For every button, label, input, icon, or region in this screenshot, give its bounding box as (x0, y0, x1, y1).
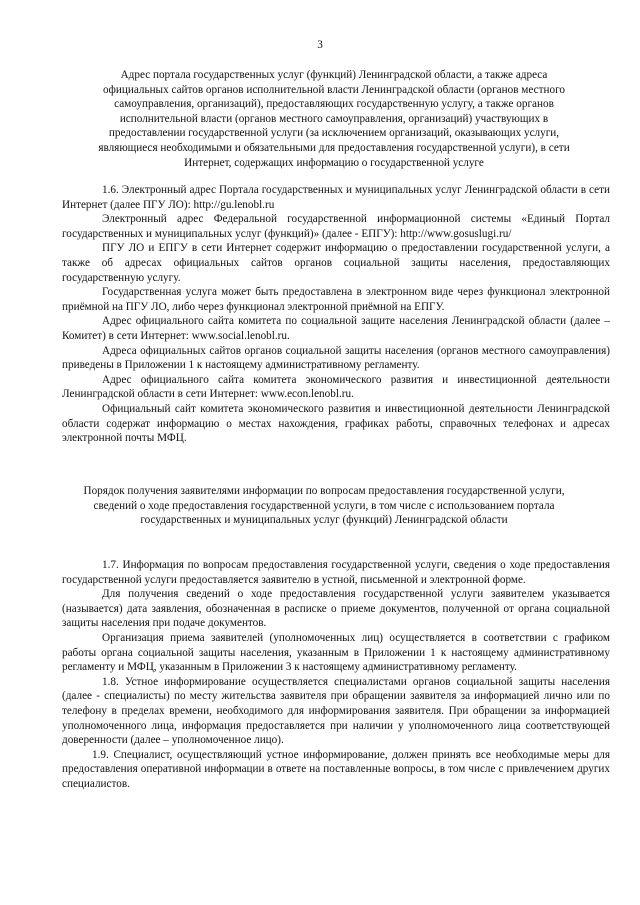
paragraph-1-6-portal-address: 1.6. Электронный адрес Портала государственных и муниципальных услуг Ленинградской области в сети Интернет (далее ПГУ ЛО): http://gu.lenobl.ru (62, 184, 610, 211)
section-heading-info-procedure (72, 484, 576, 528)
page-number: 3 (317, 39, 323, 51)
section-1-6 (62, 183, 610, 446)
section-heading-portal-addresses (88, 68, 580, 170)
heading-text: Адрес портала государственных услуг (функций) Ленинградской области, а также адреса официальных сайтов органов исполнительной власти Ленинградской области (органов местного самоуправления, организаций), предоставляющих государственную услугу, а также органов исполнительной власти (органов местного самоуправления, организаций) участвующих в предоставлении государственной услуги (за исключением организаций, оказывающих услуги, являющиеся необходимыми и обязательными для предоставления государственной услуги), в сети Интернет, содержащих информацию о государственной услуге (98, 69, 570, 169)
paragraph-1-6-electronic: Государственная услуга может быть предоставлена в электронном виде через функционал электронной приёмной на ПГУ ЛО, либо через функционал электронной приёмной на ЕПГУ. (62, 286, 610, 313)
paragraph-1-7-schedule: Организация приема заявителей (уполномоченных лиц) осуществляется в соответствии с графиком работы органа социальной защиты населения, указанным в Приложении 1 к настоящему административному регламенту и МФЦ, указанным в Приложении 3 к настоящему административному регламенту. (62, 631, 610, 674)
paragraph-1-8-oral-info: 1.8. Устное информирование осуществляется специалистами органов социальной защиты населения (далее - специалисты) по месту жительства заявителя при обращении заявителя за информацией лично или по телефону в пределах времени, необходимого для информирования заявителя. При обращении за информацией уполномоченного лица, информация предоставляется при наличии у уполномоченного лица соответствующей доверенности (далее – уполномоченное лицо). (62, 675, 610, 747)
paragraph-1-6-contents: ПГУ ЛО и ЕПГУ в сети Интернет содержит информацию о предоставлении государственной услуги, а также об адресах официальных сайтов органов социальной защиты населения, предоставляющих государственную услугу. (62, 242, 610, 284)
paragraph-1-6-committee-site: Адрес официального сайта комитета по социальной защите населения Ленинградской области (далее – Комитет) в сети Интернет: www.social.lenobl.ru. (62, 315, 610, 342)
paragraph-1-7-date: Для получения сведений о ходе предоставления государственной услуги заявителем указывается (называется) дата заявления, обозначенная в расписке о приеме документов, полученной от органа социальной защиты населения при подаче документов. (62, 588, 610, 630)
heading-text: Порядок получения заявителями информации по вопросам предоставления государственной услуги, сведений о ходе предоставления государственной услуги, в том числе с использованием портала государственных и муниципальных услуг (функций) Ленинградской области (83, 485, 565, 527)
paragraph-1-9-specialist: 1.9. Специалист, осуществляющий устное информирование, должен принять все необходимые меры для предоставления оперативной информации в ответе на поставленные вопросы, в том числе с привлечением других специалистов. (62, 748, 610, 790)
paragraph-1-6-mfc-info: Официальный сайт комитета экономического развития и инвестиционной деятельности Ленинградской области содержат информацию о местах нахождения, графиках работы, справочных телефонах и адресах электронной почты МФЦ. (62, 402, 610, 445)
paragraph-1-7-forms: 1.7. Информация по вопросам предоставления государственной услуги, сведения о ходе предоставления государственной услуги предоставляется заявителю в устной, письменной и электронной форме. (62, 559, 610, 586)
paragraph-1-6-epgu-address: Электронный адрес Федеральной государственной информационной системы «Единый Портал государственных и муниципальных услуг (функций)» (далее - ЕПГУ): http://www.gosuslugi.ru/ (62, 213, 610, 240)
paragraph-1-6-social-sites: Адреса официальных сайтов органов социальной защиты населения (органов местного самоуправления) приведены в Приложении 1 к настоящему административному регламенту. (62, 344, 610, 372)
paragraph-1-6-econ-site: Адрес официального сайта комитета экономического развития и инвестиционной деятельности Ленинградской области в сети Интернет: www.econ.lenobl.ru. (62, 373, 610, 401)
section-1-7 (62, 558, 610, 792)
